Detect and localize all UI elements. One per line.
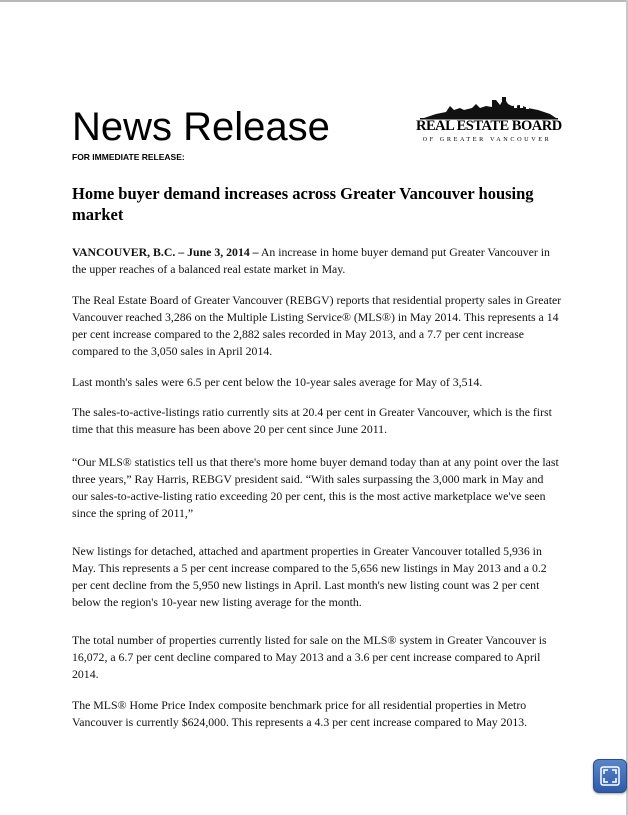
lead-text: An increase in home buyer demand put Greater Vancouver in the upper reaches of a balanced real estate market in May.: [72, 245, 550, 276]
paragraph-sales: The Real Estate Board of Greater Vancouver (REBGV) reports that residential property sales in Greater Vancouver reached 3,286 on the Multiple Listing Service® (MLS®) in May 2014. This represents a 14 per cent increase compared to the 2,882 sales recorded in May 2013, and a 7.7 per cent increase compared to the 3,050 sales in April 2014.: [72, 293, 562, 358]
paragraph-total-listings: The total number of properties currently listed for sale on the MLS® system in Greater Vancouver is 16,072, a 6.7 per cent decline compared to May 2013 and a 3.6 per cent increase compared to April 2014.: [72, 633, 547, 681]
paragraph-quote: “Our MLS® statistics tell us that there's more home buyer demand today than at any point over the last three years,” Ray Harris, REBGV president said. “With sales surpassing the 3,000 mark in May and our sales-to-active-listing ratio exceeding 20 per cent, this is the most active marketplace we've seen since the spring of 2011,”: [72, 455, 559, 520]
paragraph-new-listings: New listings for detached, attached and apartment properties in Greater Vancouver totalled 5,936 in May. This represents a 5 per cent increase compared to the 5,656 new listings in May 2013 and a 0.2 per cent decline from the 5,950 new listings in April. Last month's new listing count was 2 per cent below the region's 10-year new listing average for the month.: [72, 544, 547, 609]
skyline-icon: [416, 96, 558, 120]
rebgv-logo: [416, 96, 562, 158]
page-title: News Release: [72, 105, 330, 149]
logo-name: REAL ESTATE BOARD: [416, 118, 562, 134]
top-border: [0, 0, 628, 2]
headline: Home buyer demand increases across Greater Vancouver housing market: [72, 184, 534, 224]
paragraph-average: Last month's sales were 6.5 per cent below the 10-year sales average for May of 3,514.: [72, 375, 483, 389]
lead-paragraph: [72, 244, 562, 278]
dateline: VANCOUVER, B.C. – June 3, 2014 –: [72, 245, 259, 259]
fullscreen-icon: [600, 766, 620, 786]
fullscreen-button[interactable]: [593, 759, 627, 793]
paragraph-price-index: The MLS® Home Price Index composite benchmark price for all residential properties in Metro Vancouver is currently $624,000. This represents a 4.3 per cent increase compared to May 2013.: [72, 698, 528, 729]
logo-subtitle: OF GREATER VANCOUVER: [422, 136, 552, 143]
release-subtitle: FOR IMMEDIATE RELEASE:: [72, 152, 185, 162]
paragraph-ratio: The sales-to-active-listings ratio currently sits at 20.4 per cent in Greater Vancouver, which is the first time that this measure has been above 20 per cent since June 2011.: [72, 405, 552, 436]
